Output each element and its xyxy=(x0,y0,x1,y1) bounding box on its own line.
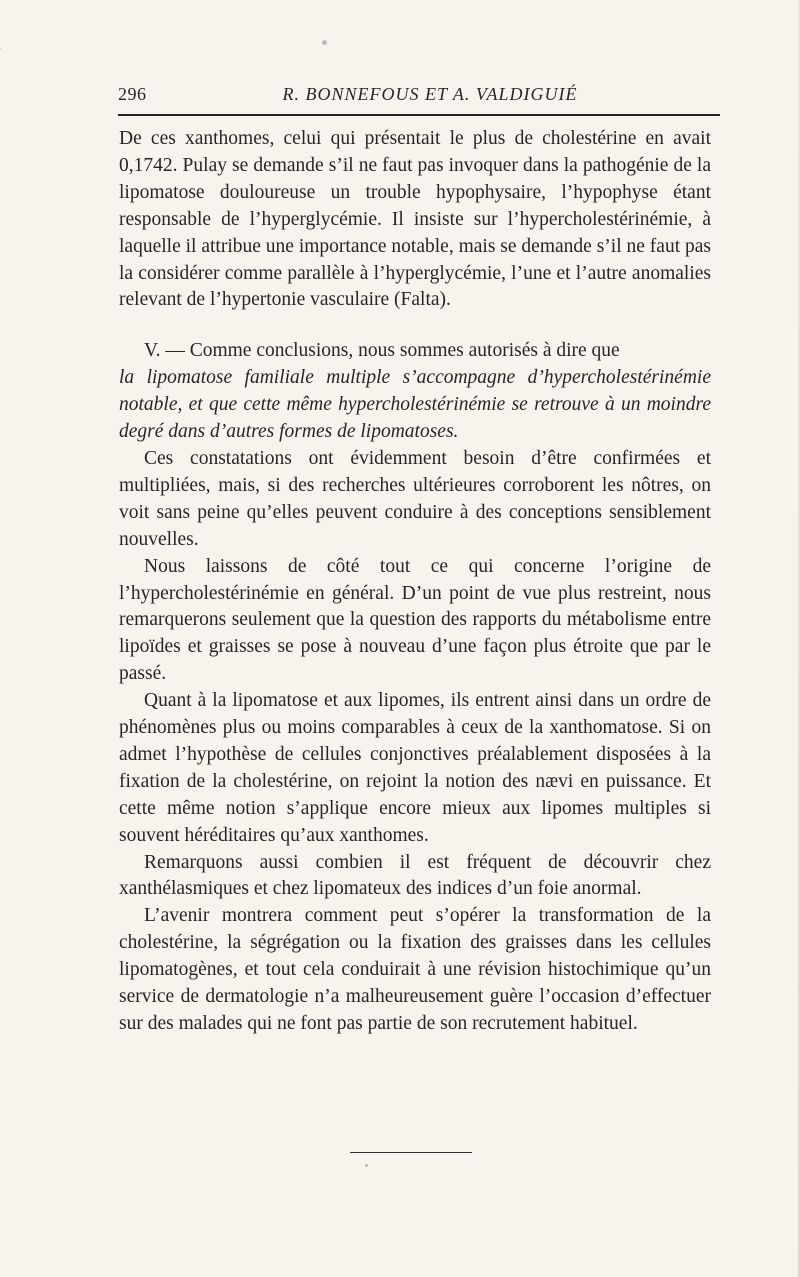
paragraph-lipomatose: Quant à la lipomatose et aux lipomes, ils entrent ainsi dans un ordre de phénomènes plus ou moins comparables à ceux de la xanthomatose. Si on admet l’hypothèse de cellules conjonctives préalablement disposées à la fixation de la cholestérine, on rejoint la notion des nævi en puissance. Et cette même notion s’applique encore mieux aux lipomes multiples si souvent héréditaires qu’aux xanthomes. xyxy=(119,690,711,846)
paragraph-constatations: Ces constatations ont évidemment besoin d’être confirmées et multipliées, mais, si des recherches ultérieures corroborent les nôtres, on voit sans peine qu’elles peuvent conduire à des conceptions sensiblement nouvelles. xyxy=(119,447,711,550)
paragraph-conclusions-italic: la lipomatose familiale multiple s’accompagne d’hypercholestérinémie notable, et que cette même hypercholestérinémie se retrouve à un moindre degré dans d’autres formes de lipomatoses. xyxy=(119,367,711,443)
running-title: R. BONNEFOUS ET A. VALDIGUIÉ xyxy=(282,84,578,104)
paragraph-avenir: L’avenir montrera comment peut s’opérer la transformation de la cholestérine, la ségrégation ou la fixation des graisses dans les cellules lipomatogènes, et tout cela conduirait à une révision histochimique qu’un service de dermatologie n’a malheureusement guère l’occasion d’effectuer sur des malades qui ne font pas partie de son recrutement habituel. xyxy=(119,905,711,1034)
header-rule xyxy=(118,114,720,116)
body-text xyxy=(119,126,711,1038)
running-header xyxy=(118,84,722,112)
closing-rule xyxy=(350,1152,472,1153)
paragraph-conclusions-intro: V. — Comme conclusions, nous sommes autorisés à dire que xyxy=(144,340,620,362)
paper-speck xyxy=(365,1164,368,1167)
paper-speck xyxy=(322,40,327,45)
paragraph-foie: Remarquons aussi combien il est fréquent de découvrir chez xanthélasmiques et chez lipomateux des indices d’un foie anormal. xyxy=(119,851,711,900)
paragraph-origine: Nous laissons de côté tout ce qui concerne l’origine de l’hypercholestérinémie en général. D’un point de vue plus restreint, nous remarquerons seulement que la question des rapports du métabolisme entre lipoïdes et graisses se pose à nouveau d’une façon plus étroite que par le passé. xyxy=(119,555,711,685)
paragraph-falta: De ces xanthomes, celui qui présentait le plus de cholestérine en avait 0,1742. Pulay se demande s’il ne faut pas invoquer dans la pathogénie de la lipomatose douloureuse un trouble hypophysaire, l’hypophyse étant responsable de l’hyperglycémie. Il insiste sur l’hypercholestérinémie, à laquelle il attribue une importance notable, mais se demande s’il ne faut pas la considérer comme parallèle à l’hyperglycémie, l’une et l’autre anomalies relevant de l’hypertonie vasculaire (Falta). xyxy=(119,128,711,311)
page-number: 296 xyxy=(118,84,147,104)
margin-pencil-mark xyxy=(0,48,15,91)
